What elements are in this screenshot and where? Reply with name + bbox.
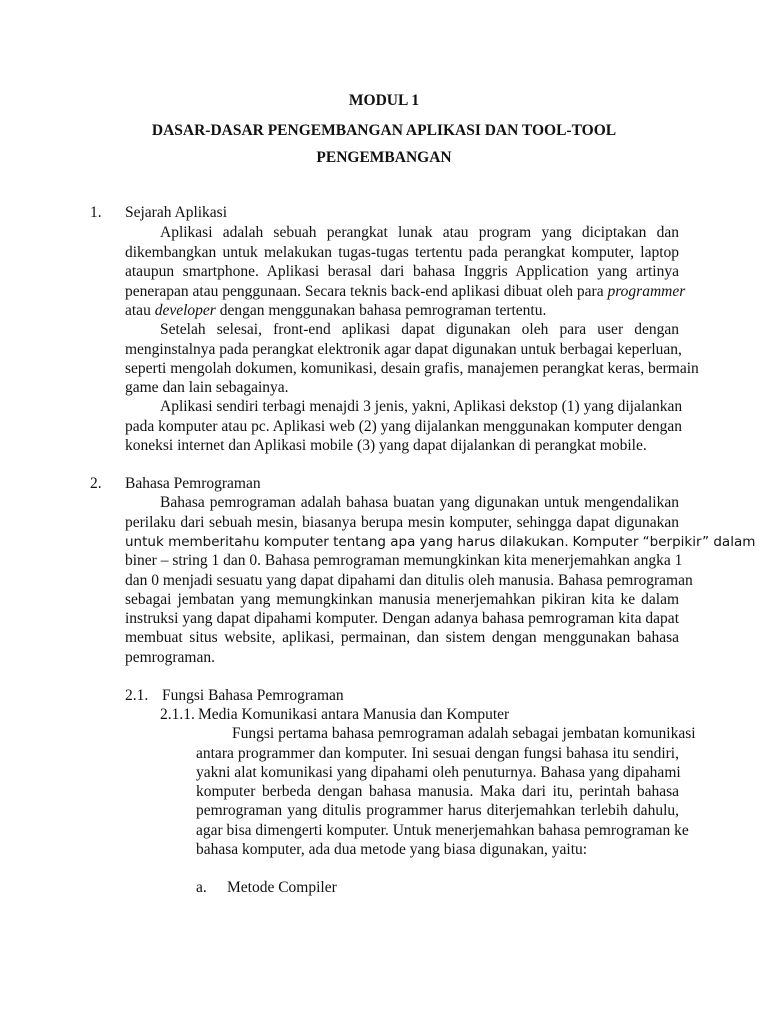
s21-p1-line: agar bisa dimengerti komputer. Untuk menerjemahkan bahasa pemrograman ke bbox=[196, 822, 689, 839]
s21-p1-line: pemrograman yang ditulis programmer harus diterjemahkan terlebih dahulu, bbox=[196, 802, 679, 819]
list-item-a-marker: a. bbox=[196, 879, 207, 896]
s2-p1-line: membuat situs website, aplikasi, permainan, dan sistem dengan menggunakan bahasa bbox=[125, 629, 679, 646]
s1-p2-line: seperti mengolah dokumen, komunikasi, desain grafis, manajemen perangkat keras, bermain bbox=[125, 360, 699, 377]
s21-p1-line: Fungsi pertama bahasa pemrograman adalah sebagai jembatan komunikasi bbox=[232, 725, 696, 742]
s21-p1-line: komputer berbeda dengan bahasa manusia. Maka dari itu, perintah bahasa bbox=[196, 783, 679, 800]
s2-p1-line: pemrograman. bbox=[125, 649, 215, 666]
modul-label: MODUL 1 bbox=[348, 92, 420, 109]
s1-p3-line: koneksi internet dan Aplikasi mobile (3) yang dapat dijalankan di perangkat mobile. bbox=[125, 437, 647, 454]
s1-p3-line: Aplikasi sendiri terbagi menajdi 3 jenis, yakni, Aplikasi dekstop (1) yang dijalankan bbox=[160, 398, 683, 415]
section-2-1-number: 2.1. bbox=[125, 687, 149, 704]
section-2-1-1-heading: Media Komunikasi antara Manusia dan Komputer bbox=[198, 706, 510, 723]
s1-p2-line: Setelah selesai, front-end aplikasi dapat digunakan oleh para user dengan bbox=[160, 321, 679, 338]
section-2-heading: Bahasa Pemrograman bbox=[125, 475, 261, 492]
s1-p2-line: game dan lain sebagainya. bbox=[125, 379, 289, 396]
section-2-1-1-number: 2.1.1. bbox=[160, 706, 195, 723]
section-1-number: 1. bbox=[90, 204, 102, 221]
s1-p1-line: Aplikasi adalah sebuah perangkat lunak atau program yang diciptakan dan bbox=[160, 224, 679, 241]
section-1-heading: Sejarah Aplikasi bbox=[125, 204, 228, 221]
section-2-1-heading: Fungsi Bahasa Pemrograman bbox=[162, 687, 344, 704]
s2-p1-line: dan 0 menjadi sesuatu yang dapat dipahami dan ditulis oleh manusia. Bahasa pemrograman bbox=[125, 572, 693, 589]
s2-p1-line: untuk memberitahu komputer tentang apa yang harus dilakukan. Komputer “berpikir” dalam bbox=[125, 534, 756, 550]
s2-p1-line: sebagai jembatan yang memungkinkan manusia menerjemahkan pikiran kita ke dalam bbox=[125, 591, 679, 608]
s21-p1-line: yakni alat komunikasi yang dipahami oleh penuturnya. Bahasa yang dipahami bbox=[196, 764, 681, 781]
s2-p1-line: instruksi yang dapat dipahami komputer. Dengan adanya bahasa pemrograman kita dapat bbox=[125, 610, 679, 627]
section-2-number: 2. bbox=[90, 475, 102, 492]
s21-p1-line: bahasa komputer, ada dua metode yang biasa digunakan, yaitu: bbox=[196, 841, 588, 858]
developer-term: developer bbox=[154, 302, 216, 319]
document-title-line-1: DASAR-DASAR PENGEMBANGAN APLIKASI DAN TOOL-TOOL bbox=[151, 122, 617, 139]
document-title-line-2: PENGEMBANGAN bbox=[316, 149, 452, 166]
s1-p3-line: pada komputer atau pc. Aplikasi web (2) yang dijalankan menggunakan komputer dengan bbox=[125, 418, 682, 435]
s1-p1-line: penerapan atau penggunaan. Secara teknis back-end aplikasi dibuat oleh para programmer bbox=[125, 283, 686, 300]
list-item-a-label: Metode Compiler bbox=[227, 879, 337, 896]
s1-p1-line: dikembangkan untuk melakukan tugas-tugas tertentu pada perangkat komputer, laptop bbox=[125, 244, 679, 261]
s2-p1-line: Bahasa pemrograman adalah bahasa buatan yang digunakan untuk mengendalikan bbox=[160, 494, 679, 511]
s1-p1-line: ataupun smartphone. Aplikasi berasal dari bahasa Inggris Application yang artinya bbox=[125, 263, 679, 280]
s2-p1-line: perilaku dari sebuah mesin, biasanya berupa mesin komputer, sehingga dapat digunakan bbox=[125, 514, 679, 531]
programmer-term: programmer bbox=[607, 283, 686, 300]
s2-p1-line: biner – string 1 dan 0. Bahasa pemrograman memungkinkan kita menerjemahkan angka 1 bbox=[125, 552, 683, 569]
s21-p1-line: antara programmer dan komputer. Ini sesuai dengan fungsi bahasa itu sendiri, bbox=[196, 745, 679, 762]
s1-p2-line: menginstalnya pada perangkat elektronik agar dapat digunakan untuk berbagai keperluan, bbox=[125, 341, 682, 358]
s1-p1-line: atau developer dengan menggunakan bahasa pemrograman tertentu. bbox=[125, 302, 547, 319]
